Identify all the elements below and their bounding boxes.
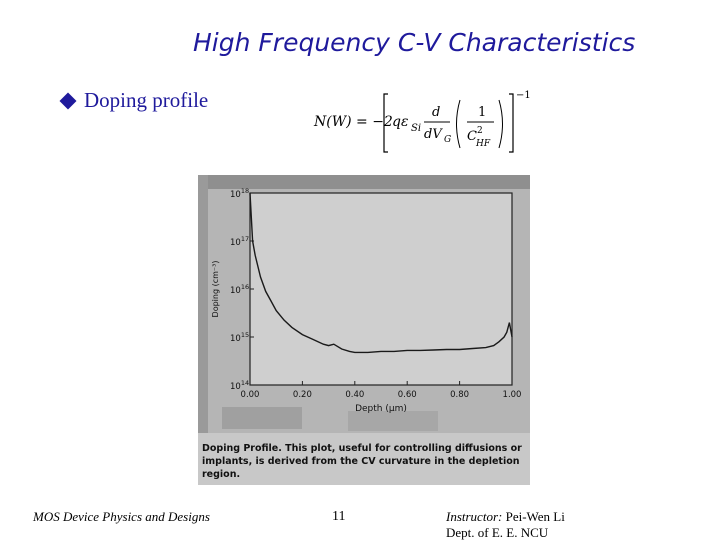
doping-profile-chart	[198, 175, 530, 485]
footer-instructor-label: Instructor:	[446, 509, 503, 524]
y-tick-label: $10^{15}$	[230, 331, 250, 344]
formula-power: −1	[516, 90, 531, 101]
caption-line-1: Doping Profile. This plot, useful for controlling diffusions or	[202, 443, 522, 454]
y-axis-label: Doping (cm⁻³)	[211, 260, 220, 318]
formula-hf-sub: HF	[476, 139, 491, 149]
caption-line-3: region.	[202, 469, 241, 480]
formula-q-eps: qε	[392, 114, 409, 130]
formula-lhs: N(W) = −2	[314, 114, 393, 130]
footer-course: MOS Device Physics and Designs	[33, 509, 210, 524]
doping-formula	[310, 88, 540, 158]
x-tick-label: 0.20	[292, 390, 312, 400]
formula-si-sub: Si	[411, 123, 422, 134]
formula-one: 1	[478, 105, 487, 120]
formula-g-sub: G	[444, 135, 452, 145]
caption-line-2: implants, is derived from the CV curvature in the depletion	[202, 456, 520, 467]
bullet-text: Doping profile	[84, 88, 209, 112]
x-tick-label: 0.40	[345, 390, 365, 400]
formula-c: C	[467, 129, 477, 144]
formula-d: d	[432, 105, 441, 120]
footer-instructor-line	[446, 509, 565, 525]
plot-area-bg	[250, 193, 512, 385]
x-tick-label: 0.60	[397, 390, 417, 400]
x-tick-label: 0.80	[450, 390, 470, 400]
y-tick-label: $10^{16}$	[230, 283, 250, 296]
formula-bracket-right	[509, 94, 513, 152]
y-tick-label: $10^{18}$	[230, 187, 250, 200]
y-tick-label: $10^{17}$	[230, 235, 250, 248]
doping-profile-figure	[198, 175, 530, 485]
x-tick-label: 1.00	[502, 390, 522, 400]
footer-dept: Dept. of E. E. NCU	[446, 525, 549, 540]
scan-block-left	[198, 175, 208, 435]
footer-instructor	[446, 509, 565, 541]
scan-block-bottom-b	[348, 411, 438, 431]
formula-exp2: 2	[477, 126, 483, 136]
y-tick-label: $10^{14}$	[230, 379, 250, 392]
footer-page-number: 11	[332, 509, 346, 524]
formula-paren-right	[499, 100, 503, 148]
formula-dv: dV	[424, 127, 442, 142]
footer-instructor-name: Pei-Wen Li	[502, 509, 565, 524]
x-tick-label: 0.00	[240, 390, 260, 400]
scan-block-bottom-a	[222, 407, 302, 429]
x-axis-label: Depth (µm)	[355, 404, 407, 414]
slide-title: High Frequency C-V Characteristics	[193, 28, 636, 57]
bullet-doping-profile	[62, 88, 208, 113]
diamond-bullet-icon	[60, 92, 77, 109]
formula-paren-left	[457, 100, 461, 148]
